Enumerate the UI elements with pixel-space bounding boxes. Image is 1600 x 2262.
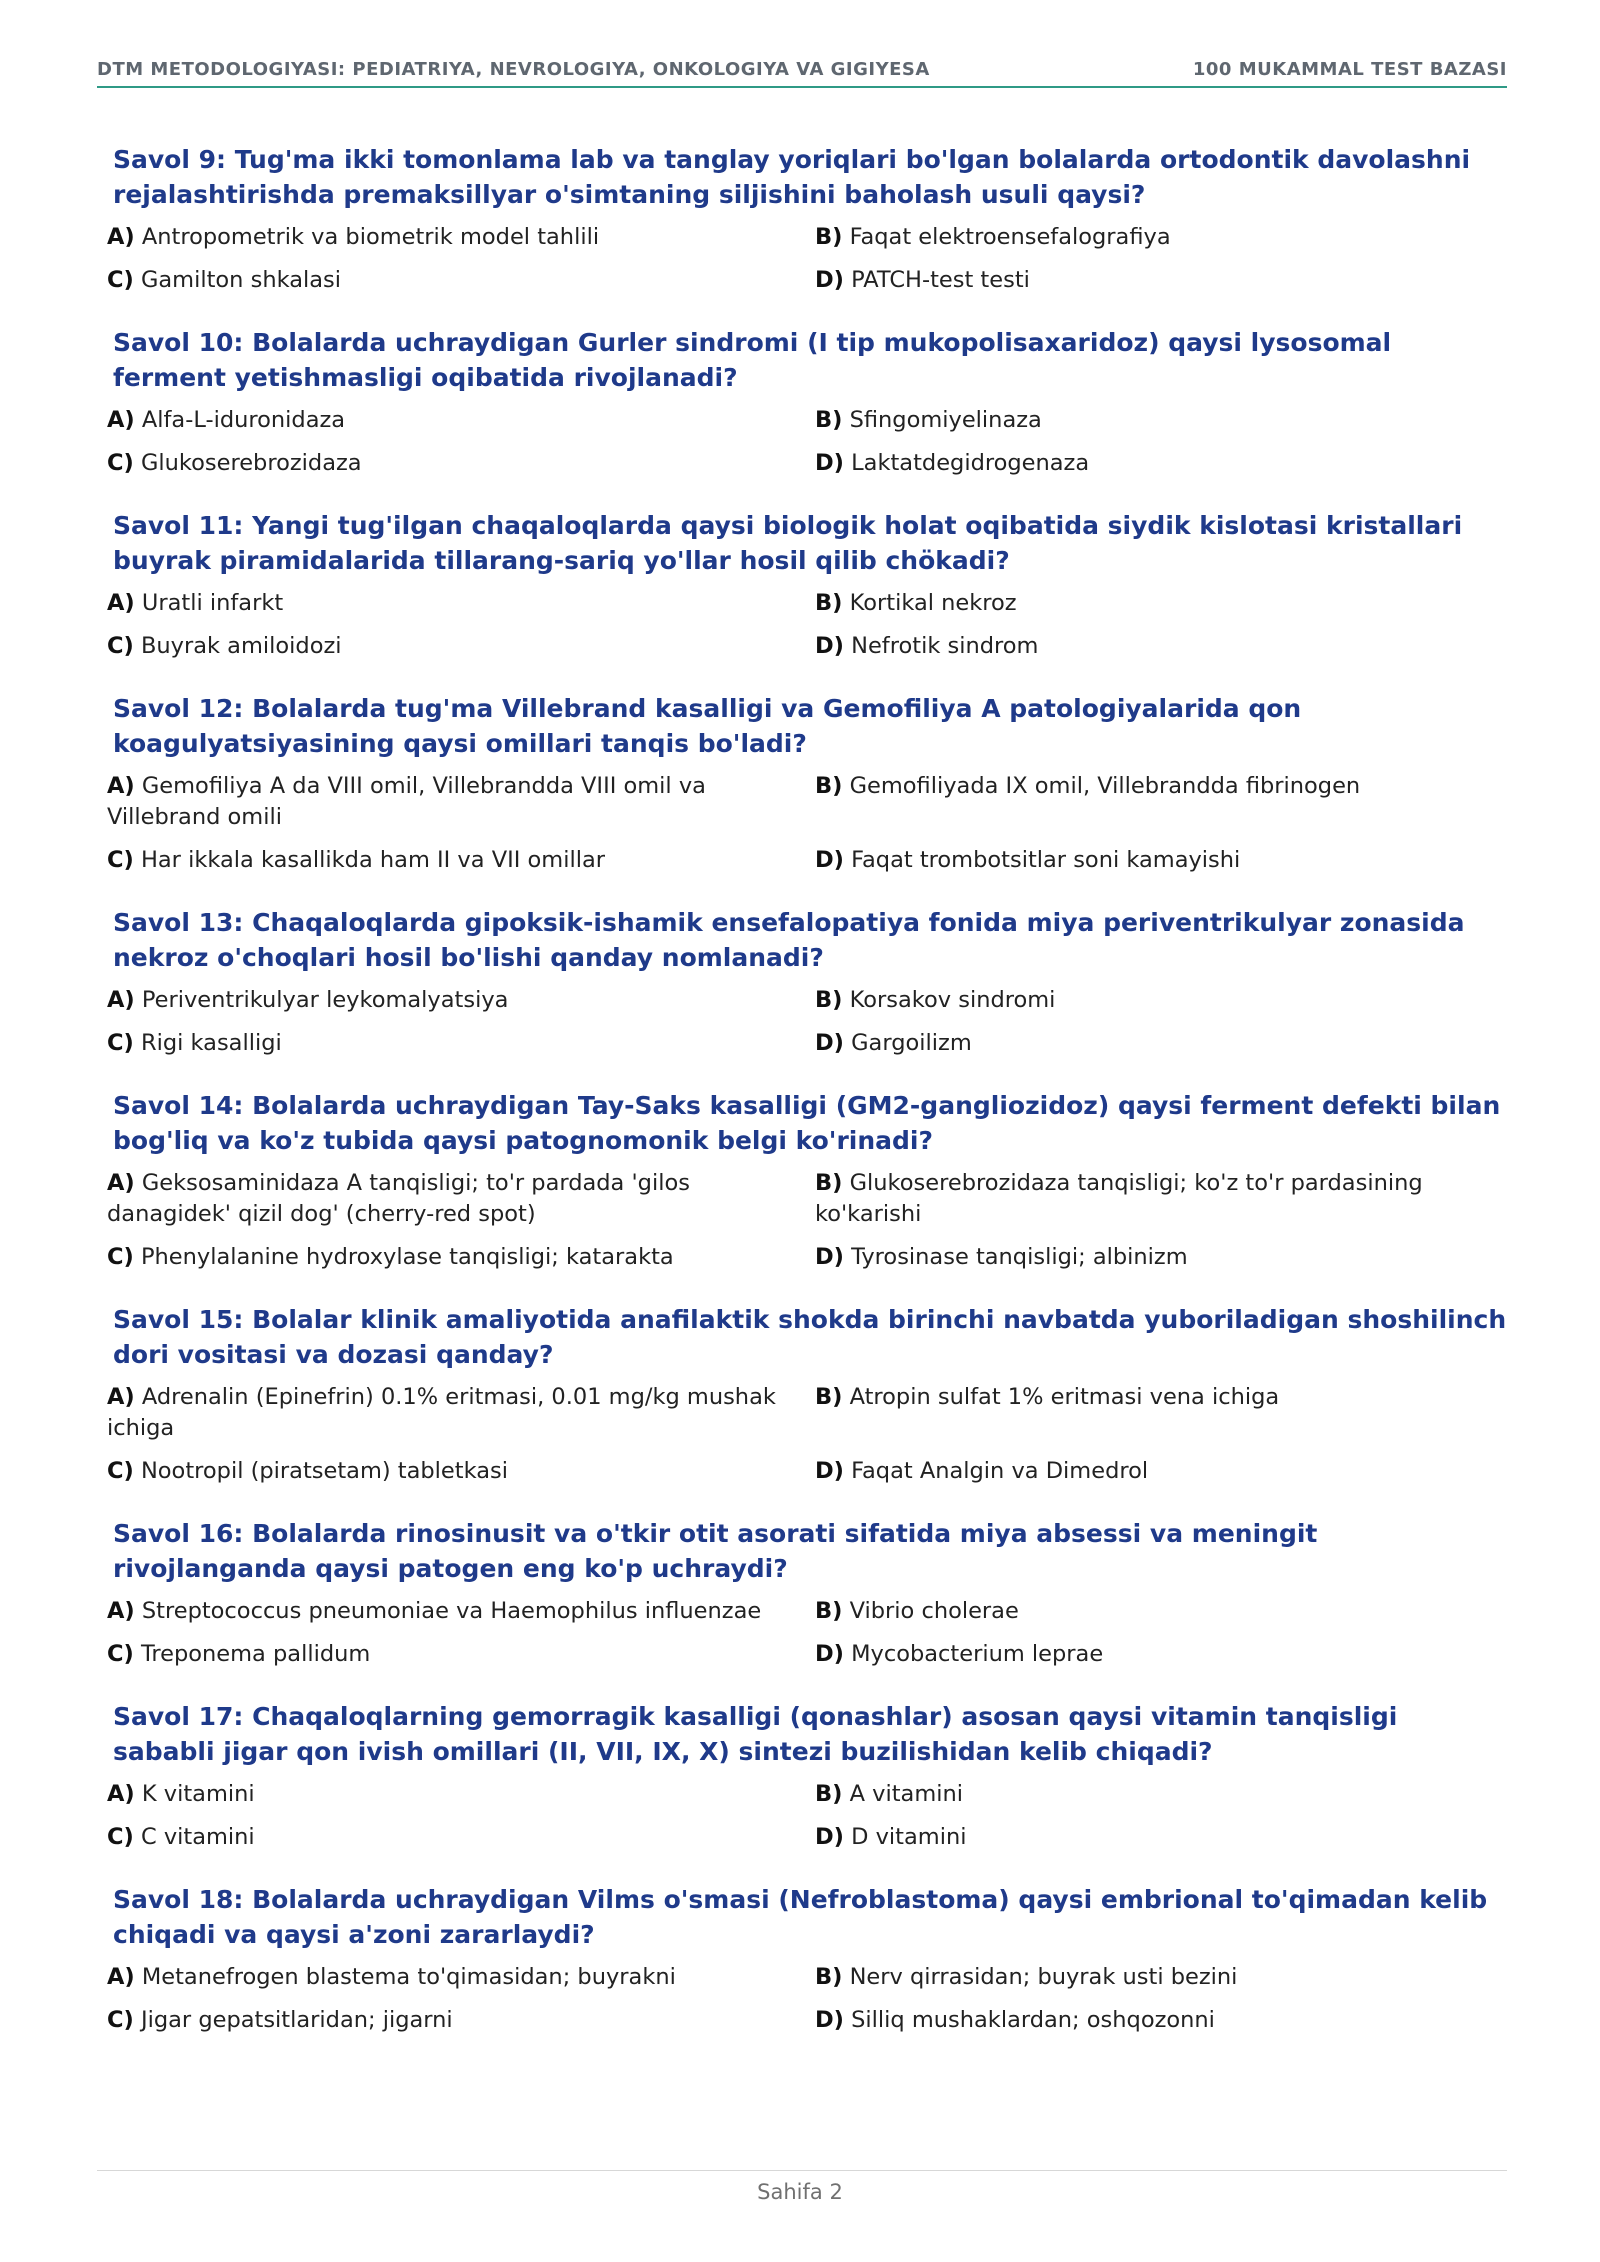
option-letter: A) (107, 1384, 135, 1410)
answer-option (107, 1639, 815, 1670)
answer-options (107, 1382, 1507, 1487)
option-letter: A) (107, 407, 135, 433)
question-block (107, 691, 1507, 876)
option-text: A vitamini (849, 1781, 963, 1807)
answer-option (107, 222, 815, 253)
option-text: PATCH-test testi (851, 267, 1030, 293)
option-text: Metanefrogen blastema to'qimasidan; buyrakni (141, 1964, 676, 1990)
answer-option (107, 1596, 815, 1627)
answer-option (815, 1028, 1455, 1059)
answer-option (107, 845, 815, 876)
answer-option (815, 448, 1455, 479)
option-letter: D) (815, 1641, 844, 1667)
answer-option (107, 1456, 815, 1487)
answer-option (107, 771, 815, 833)
option-letter: A) (107, 1964, 135, 1990)
option-text: Streptococcus pneumoniae va Haemophilus influenzae (141, 1598, 762, 1624)
answer-option (107, 985, 815, 1016)
option-text: Sfingomiyelinaza (849, 407, 1042, 433)
answer-option (107, 1822, 815, 1853)
answer-option (815, 588, 1455, 619)
option-letter: C) (107, 1641, 134, 1667)
option-text: Nerv qirrasidan; buyrak usti bezini (849, 1964, 1238, 1990)
option-text: Uratli infarkt (141, 590, 284, 616)
option-text: K vitamini (141, 1781, 255, 1807)
answer-option (815, 631, 1455, 662)
answer-option (107, 1779, 815, 1810)
option-letter: A) (107, 1598, 135, 1624)
answer-options (107, 588, 1507, 662)
answer-option (107, 1168, 815, 1230)
option-text: Rigi kasalligi (140, 1030, 282, 1056)
question-title: Savol 11: Yangi tug'ilgan chaqaloqlarda qaysi biologik holat oqibatida siydik kislotasi kristallari buyrak piramidalarida tillarang-sariq yo'llar hosil qilib chökadi? (113, 511, 1463, 575)
option-letter: D) (815, 1824, 844, 1850)
answer-options (107, 985, 1507, 1059)
answer-options (107, 405, 1507, 479)
question-block (107, 1302, 1507, 1487)
option-text: D vitamini (851, 1824, 967, 1850)
option-letter: B) (815, 1781, 843, 1807)
question-title: Savol 12: Bolalarda tug'ma Villebrand kasalligi va Gemofiliya A patologiyalarida qon koagulyatsiyasining qaysi omillari tanqis bo'ladi? (113, 694, 1302, 758)
option-text: Tyrosinase tanqisligi; albinizm (851, 1244, 1188, 1270)
option-letter: D) (815, 2007, 844, 2033)
option-text: Laktatdegidrogenaza (851, 450, 1090, 476)
option-letter: B) (815, 773, 843, 799)
option-letter: B) (815, 987, 843, 1013)
option-letter: D) (815, 1244, 844, 1270)
option-letter: D) (815, 450, 844, 476)
option-text: Buyrak amiloidozi (140, 633, 342, 659)
question-list (107, 142, 1507, 2065)
option-letter: A) (107, 773, 135, 799)
question-block (107, 1516, 1507, 1670)
answer-option (815, 265, 1455, 296)
answer-options (107, 771, 1507, 876)
option-letter: C) (107, 633, 134, 659)
option-text: Vibrio cholerae (849, 1598, 1019, 1624)
option-text: Phenylalanine hydroxylase tanqisligi; katarakta (140, 1244, 674, 1270)
option-text: Treponema pallidum (140, 1641, 371, 1667)
option-letter: C) (107, 450, 134, 476)
option-text: Nefrotik sindrom (851, 633, 1039, 659)
option-letter: C) (107, 1458, 134, 1484)
question-block (107, 1699, 1507, 1853)
option-text: Har ikkala kasallikda ham II va VII omillar (140, 847, 605, 873)
option-letter: D) (815, 267, 844, 293)
option-letter: B) (815, 407, 843, 433)
answer-option (107, 448, 815, 479)
answer-option (107, 1242, 815, 1273)
question-title: Savol 17: Chaqaloqlarning gemorragik kasalligi (qonashlar) asosan qaysi vitamin tanqisligi sababli jigar qon ivish omillari (II, VII, IX, X) sintezi buzilishidan kelib chiqadi? (113, 1702, 1398, 1766)
option-text: Faqat Analgin va Dimedrol (851, 1458, 1149, 1484)
answer-option (815, 2005, 1455, 2036)
answer-option (107, 588, 815, 619)
option-text: Alfa-L-iduronidaza (141, 407, 346, 433)
option-text: Korsakov sindromi (849, 987, 1056, 1013)
footer-divider (97, 2170, 1507, 2171)
answer-option (815, 1168, 1455, 1230)
page-header (97, 52, 1507, 88)
option-text: Faqat trombotsitlar soni kamayishi (851, 847, 1241, 873)
option-letter: D) (815, 847, 844, 873)
answer-options (107, 222, 1507, 296)
question-title: Savol 14: Bolalarda uchraydigan Tay-Saks kasalligi (GM2-gangliozidoz) qaysi ferment defekti bilan bog'liq va ko'z tubida qaysi patognomonik belgi ko'rinadi? (113, 1091, 1501, 1155)
header-title: DTM METODOLOGIYASI: PEDIATRIYA, NEVROLOGIYA, ONKOLOGIYA VA GIGIYESA (97, 58, 930, 80)
option-text: Gargoilizm (851, 1030, 972, 1056)
answer-option (815, 1962, 1455, 1993)
answer-option (815, 845, 1455, 876)
answer-option (107, 2005, 815, 2036)
answer-option (107, 1028, 815, 1059)
answer-option (815, 1596, 1455, 1627)
question-block (107, 1088, 1507, 1273)
question-title: Savol 16: Bolalarda rinosinusit va o'tkir otit asorati sifatida miya absessi va meningit rivojlanganda qaysi patogen eng ko'p uchraydi? (113, 1519, 1318, 1583)
option-letter: A) (107, 987, 135, 1013)
answer-option (815, 1456, 1455, 1487)
answer-option (815, 985, 1455, 1016)
answer-options (107, 1168, 1507, 1273)
option-text: Geksosaminidaza A tanqisligi; to'r pardada 'gilos danagidek' qizil dog' (cherry-red spot) (107, 1170, 690, 1227)
option-text: Nootropil (piratsetam) tabletkasi (140, 1458, 508, 1484)
answer-option (107, 1382, 815, 1444)
option-text: Gemofiliyada IX omil, Villebrandda fibrinogen (849, 773, 1361, 799)
option-letter: B) (815, 1964, 843, 1990)
option-letter: B) (815, 1384, 843, 1410)
option-letter: B) (815, 1598, 843, 1624)
question-block (107, 508, 1507, 662)
answer-option (815, 1242, 1455, 1273)
option-letter: C) (107, 1824, 134, 1850)
question-title: Savol 10: Bolalarda uchraydigan Gurler sindromi (I tip mukopolisaxaridoz) qaysi lysosomal ferment yetishmasligi oqibatida rivojlanadi? (113, 328, 1392, 392)
answer-options (107, 1596, 1507, 1670)
question-block (107, 905, 1507, 1059)
option-letter: A) (107, 1781, 135, 1807)
option-letter: D) (815, 633, 844, 659)
option-letter: C) (107, 2007, 134, 2033)
option-letter: B) (815, 1170, 843, 1196)
question-title: Savol 13: Chaqaloqlarda gipoksik-ishamik ensefalopatiya fonida miya periventrikulyar zonasida nekroz o'choqlari hosil bo'lishi qanday nomlanadi? (113, 908, 1465, 972)
option-letter: B) (815, 590, 843, 616)
option-letter: A) (107, 1170, 135, 1196)
option-text: Mycobacterium leprae (851, 1641, 1104, 1667)
answer-option (107, 405, 815, 436)
answer-option (815, 1822, 1455, 1853)
option-text: Adrenalin (Epinefrin) 0.1% eritmasi, 0.01 mg/kg mushak ichiga (107, 1384, 776, 1441)
option-text: Glukoserebrozidaza tanqisligi; ko'z to'r pardasining ko'karishi (815, 1170, 1423, 1227)
header-subtitle: 100 MUKAMMAL TEST BAZASI (1192, 58, 1507, 80)
answer-option (815, 1779, 1455, 1810)
option-letter: D) (815, 1030, 844, 1056)
option-text: Faqat elektroensefalografiya (849, 224, 1171, 250)
page-number: Sahifa 2 (757, 2180, 843, 2204)
answer-options (107, 1779, 1507, 1853)
answer-option (815, 405, 1455, 436)
option-letter: C) (107, 1244, 134, 1270)
option-text: Jigar gepatsitlaridan; jigarni (140, 2007, 453, 2033)
question-block (107, 142, 1507, 296)
option-text: Kortikal nekroz (849, 590, 1017, 616)
question-title: Savol 18: Bolalarda uchraydigan Vilms o'smasi (Nefroblastoma) qaysi embrional to'qimadan kelib chiqadi va qaysi a'zoni zararlaydi? (113, 1885, 1488, 1949)
answer-option (107, 631, 815, 662)
option-text: Antropometrik va biometrik model tahlili (141, 224, 600, 250)
question-block (107, 1882, 1507, 2036)
option-text: Gemofiliya A da VIII omil, Villebrandda VIII omil va Villebrand omili (107, 773, 706, 830)
answer-option (815, 1639, 1455, 1670)
option-letter: C) (107, 847, 134, 873)
option-text: Periventrikulyar leykomalyatsiya (141, 987, 509, 1013)
answer-options (107, 1962, 1507, 2036)
answer-option (815, 222, 1455, 253)
option-text: Glukoserebrozidaza (140, 450, 362, 476)
option-text: Atropin sulfat 1% eritmasi vena ichiga (849, 1384, 1280, 1410)
answer-option (107, 265, 815, 296)
option-text: C vitamini (140, 1824, 255, 1850)
question-title: Savol 15: Bolalar klinik amaliyotida anafilaktik shokda birinchi navbatda yuboriladigan shoshilinch dori vositasi va dozasi qanday? (113, 1305, 1507, 1369)
answer-option (107, 1962, 815, 1993)
question-title: Savol 9: Tug'ma ikki tomonlama lab va tanglay yoriqlari bo'lgan bolalarda ortodontik davolashni rejalashtirishda premaksillyar o'simtaning siljishini baholash usuli qaysi? (113, 145, 1471, 209)
option-letter: B) (815, 224, 843, 250)
option-text: Silliq mushaklardan; oshqozonni (851, 2007, 1215, 2033)
option-letter: A) (107, 590, 135, 616)
question-block (107, 325, 1507, 479)
option-text: Gamilton shkalasi (140, 267, 342, 293)
answer-option (815, 1382, 1455, 1444)
option-letter: C) (107, 267, 134, 293)
option-letter: A) (107, 224, 135, 250)
option-letter: D) (815, 1458, 844, 1484)
option-letter: C) (107, 1030, 134, 1056)
answer-option (815, 771, 1455, 833)
